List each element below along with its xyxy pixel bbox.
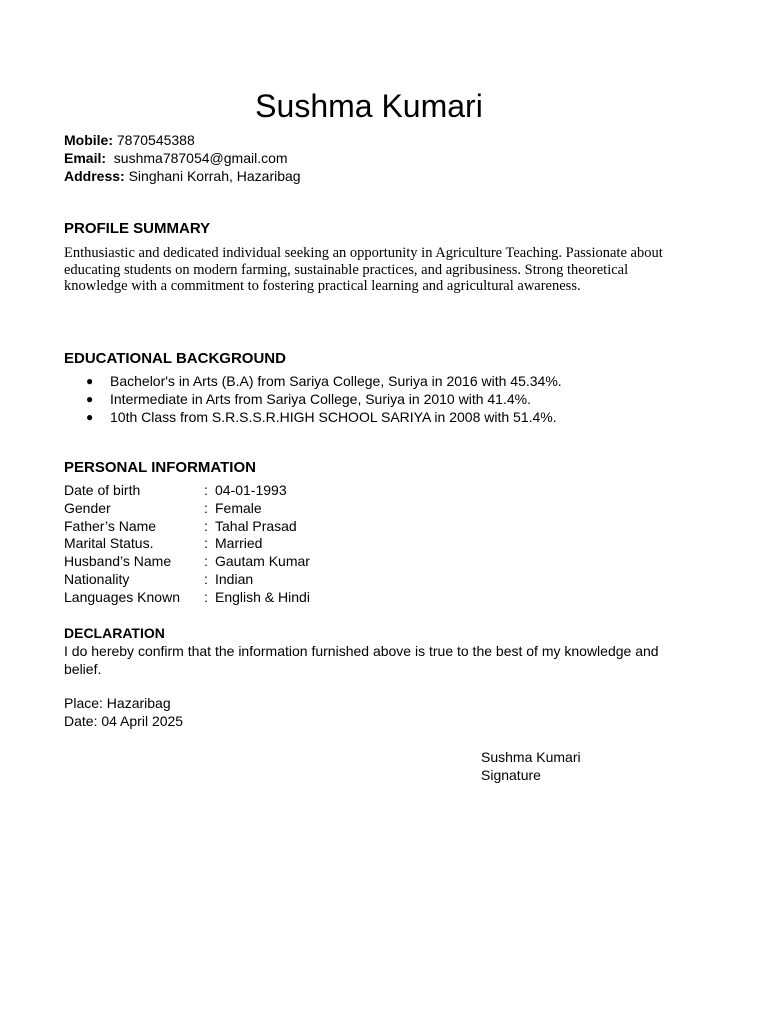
- row-label: Date of birth: [64, 482, 141, 498]
- education-item-text: Bachelor's in Arts (B.A) from Sariya College, Suriya in 2016 with 45.34%.: [110, 373, 562, 389]
- table-row: [64, 482, 310, 500]
- education-list: [64, 372, 562, 426]
- candidate-name: Sushma Kumari: [255, 88, 483, 124]
- row-value: Tahal Prasad: [215, 517, 297, 534]
- contact-block: [64, 131, 301, 185]
- education-item-text: 10th Class from S.R.S.S.R.HIGH SCHOOL SARIYA in 2008 with 51.4%.: [110, 409, 557, 425]
- row-value: 04-01-1993: [215, 482, 287, 498]
- row-value: Female: [215, 499, 262, 516]
- table-row: [64, 518, 310, 536]
- email-value: sushma787054@gmail.com: [113, 150, 288, 166]
- profile-summary-heading: PROFILE SUMMARY: [64, 220, 211, 237]
- table-row: [64, 500, 310, 518]
- declaration-text: I do hereby confirm that the information furnished above is true to the best of my knowledge and belief.: [64, 643, 659, 677]
- address-label: Address:: [64, 168, 125, 184]
- row-separator: :: [204, 499, 208, 516]
- row-separator: :: [204, 482, 208, 498]
- education-item-text: Intermediate in Arts from Sariya College, Suriya in 2010 with 41.4%.: [110, 391, 531, 407]
- place-line: Place: Hazaribag: [64, 695, 171, 711]
- personal-info-table: [64, 482, 310, 607]
- row-separator: :: [204, 535, 208, 552]
- mobile-value: 7870545388: [116, 132, 195, 148]
- table-row: [64, 535, 310, 553]
- row-value: English & Hindi: [215, 588, 310, 605]
- row-label: Nationality: [64, 570, 130, 587]
- mobile-line: [64, 131, 301, 149]
- row-label: Father’s Name: [64, 517, 157, 534]
- declaration-heading: DECLARATION: [64, 625, 165, 641]
- email-label: Email:: [64, 150, 107, 166]
- table-row: [64, 553, 310, 571]
- row-separator: :: [204, 570, 208, 587]
- personal-info-heading: PERSONAL INFORMATION: [64, 459, 256, 476]
- row-label: Gender: [64, 499, 111, 516]
- row-value: Married: [215, 535, 263, 552]
- row-separator: :: [204, 588, 208, 605]
- date-line: Date: 04 April 2025: [64, 712, 184, 729]
- place-date-block: [64, 695, 183, 730]
- education-heading: EDUCATIONAL BACKGROUND: [64, 350, 286, 367]
- table-row: [64, 571, 310, 589]
- signature-block: [481, 748, 581, 784]
- profile-summary-text: Enthusiastic and dedicated individual seeking an opportunity in Agriculture Teaching. Passionate about educating students on modern farming, sustainable practices, and agribusiness. Strong theoretical knowledge with a commitment to fostering practical learning and agricultural awareness.: [64, 245, 663, 295]
- row-label: Husband’s Name: [64, 553, 172, 570]
- address-value: Singhani Korrah, Hazaribag: [128, 168, 301, 184]
- row-value: Gautam Kumar: [215, 553, 310, 570]
- signature-label: Signature: [481, 767, 541, 783]
- row-label: Languages Known: [64, 588, 180, 605]
- list-item: [64, 408, 562, 426]
- list-item: [64, 390, 562, 408]
- table-row: [64, 589, 310, 607]
- bullet: ●: [86, 374, 94, 388]
- row-value: Indian: [215, 570, 254, 587]
- address-line: [64, 167, 301, 185]
- signature-name: Sushma Kumari: [481, 749, 581, 765]
- row-separator: :: [204, 517, 208, 534]
- row-separator: :: [204, 553, 208, 570]
- bullet: ●: [86, 410, 94, 424]
- bullet: ●: [86, 392, 94, 406]
- list-item: [64, 372, 562, 390]
- mobile-label: Mobile:: [64, 132, 113, 148]
- email-line: [64, 149, 301, 167]
- row-label: Marital Status.: [64, 535, 154, 552]
